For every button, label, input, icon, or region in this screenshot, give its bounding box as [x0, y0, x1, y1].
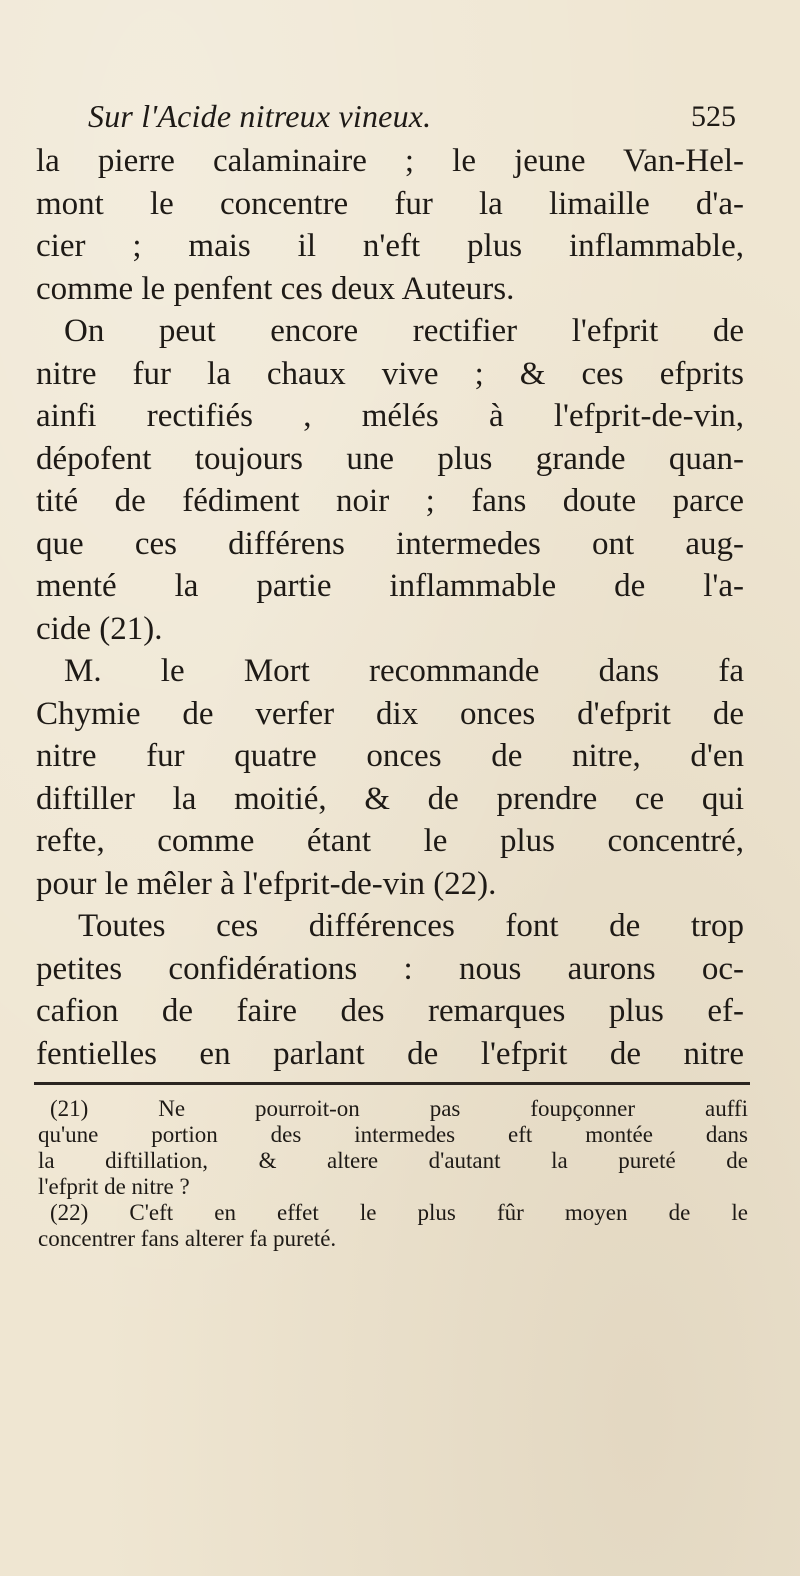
- text-line: la pierre calaminaire ; le jeune Van-Hel-: [36, 143, 744, 179]
- text-line: diftiller la moitié, & de prendre ce qui: [36, 780, 744, 817]
- text-line: dépofent toujours une plus grande quan-: [36, 440, 744, 477]
- text-line: menté la partie inflammable de l'a-: [36, 568, 744, 604]
- text-line: refte, comme étant le plus concentré,: [36, 823, 744, 859]
- paragraph-start-line: Toutes ces différences font de trop: [78, 908, 744, 944]
- body-text: [36, 140, 744, 1075]
- text-line: nitre fur la chaux vive ; & ces efprits: [36, 355, 744, 392]
- footnotes: [38, 1096, 748, 1252]
- text-line: comme le penfent ces deux Auteurs.: [36, 270, 515, 307]
- text-line: Chymie de verfer dix onces d'efprit de: [36, 695, 744, 732]
- running-title: Sur l'Acide nitreux vineux.: [88, 98, 432, 134]
- footnote-line: (21) Ne pourroit-on pas foupçonner auffi: [50, 1096, 748, 1121]
- footnote-separator-rule: [34, 1082, 750, 1085]
- text-line: cide (21).: [36, 610, 163, 647]
- footnote-line: (22) C'eft en effet le plus fûr moyen de le: [50, 1200, 748, 1225]
- text-line: cier ; mais il n'eft plus inflammable,: [36, 228, 744, 264]
- text-line: nitre fur quatre onces de nitre, d'en: [36, 738, 744, 774]
- text-line: pour le mêler à l'efprit-de-vin (22).: [36, 865, 497, 902]
- text-line: que ces différens intermedes ont aug-: [36, 525, 744, 562]
- text-line: petites confidérations : nous aurons oc-: [36, 950, 744, 987]
- text-line: ainfi rectifiés , mélés à l'efprit-de-vin,: [36, 398, 744, 434]
- footnote-line: l'efprit de nitre ?: [38, 1174, 190, 1199]
- footnote-line: la diftillation, & altere d'autant la pureté de: [38, 1148, 748, 1173]
- footnote-line: qu'une portion des intermedes eft montée dans: [38, 1122, 748, 1147]
- page-number: 525: [691, 100, 736, 133]
- paragraph-start-line: On peut encore rectifier l'efprit de: [64, 313, 744, 349]
- running-head: [88, 98, 736, 142]
- paragraph-start-line: M. le Mort recommande dans fa: [64, 653, 744, 689]
- text-line: mont le concentre fur la limaille d'a-: [36, 185, 744, 222]
- text-line: tité de fédiment noir ; fans doute parce: [36, 483, 744, 519]
- footnote-line: concentrer fans alterer fa pureté.: [38, 1226, 337, 1251]
- text-line: cafion de faire des remarques plus ef-: [36, 993, 744, 1029]
- text-line: fentielles en parlant de l'efprit de nitre: [36, 1035, 744, 1072]
